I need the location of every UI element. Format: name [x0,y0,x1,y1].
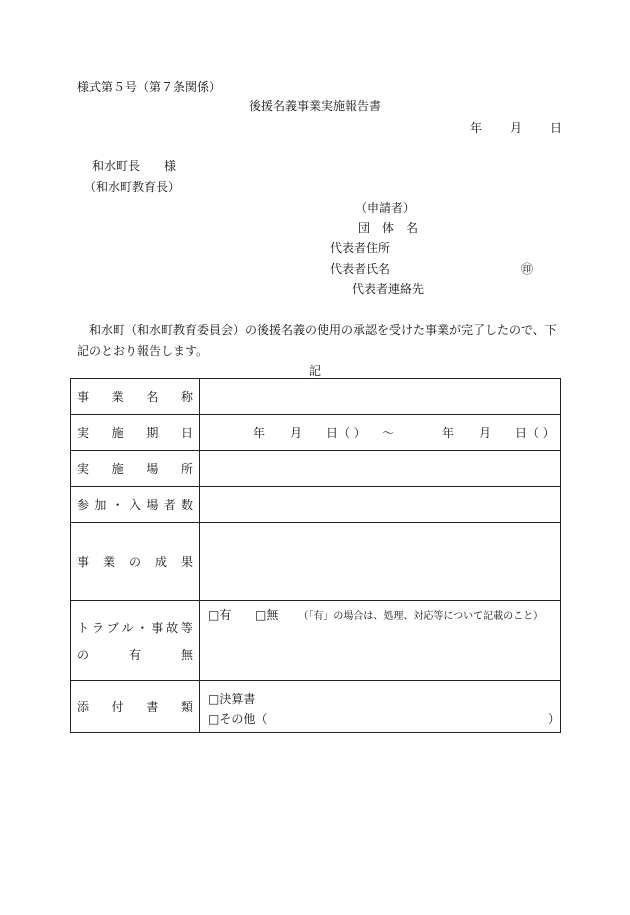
applicant-org-label: 団 体 名 [358,221,419,235]
form-number: 様式第５号（第７条関係） [77,80,222,94]
label-participants: 参 加 ・ 入 場 者 数 [71,487,200,523]
label-period: 実 施 期 日 [71,415,200,451]
period-field[interactable] [199,415,560,451]
seal-mark: ㊞ [521,262,534,276]
addressee-mayor: 和水町長 様 [92,159,177,173]
date-month: 月 [510,121,523,135]
table-row [71,487,561,523]
trouble-note: （「有」の場合は、処理、対応等について記載のこと） [298,611,544,622]
label-attachments: 添 付 書 類 [71,681,200,733]
ki-heading: 記 [308,364,321,378]
label-project-name: 事 業 名 称 [71,379,200,415]
results-field[interactable] [199,523,560,601]
label-trouble: ト ラ ブ ル ・ 事 故 等 の 有 無 [71,601,200,681]
period-day-1: 日（ ） [325,426,366,440]
label-place: 実 施 場 所 [71,451,200,487]
table-row [71,415,561,451]
attach-other-close: ） [547,711,560,726]
date-line [470,119,562,136]
applicant-address-label: 代表者住所 [330,241,391,255]
addressee-superintendent: （和水町教育長） [84,180,181,194]
trouble-yes-checkbox[interactable]: □有 [207,608,232,622]
period-tilde: ～ [381,426,394,440]
attachments-field [199,681,560,733]
attach-settlement-checkbox[interactable]: □決算書 [207,691,256,706]
period-year-2: 年 [441,426,454,440]
table-row [71,523,561,601]
trouble-no-checkbox[interactable]: □無 [254,608,279,622]
attach-other-checkbox[interactable]: □その他（ [207,711,268,726]
period-day-2: 日（ ） [514,426,555,440]
body-text: 和水町（和水町教育委員会）の後援名義の使用の承認を受けた事業が完了したので、下記のとおり報告します。 [77,323,557,358]
period-month-2: 月 [478,426,491,440]
period-month-1: 月 [289,426,302,440]
trouble-field [199,601,560,681]
table-row [71,451,561,487]
applicant-contact-label: 代表者連絡先 [352,282,425,296]
project-name-field[interactable] [199,379,560,415]
period-year-1: 年 [252,426,265,440]
applicant-name-label: 代表者氏名 [330,262,391,276]
participants-field[interactable] [199,487,560,523]
table-row [71,379,561,415]
table-row [71,601,561,681]
date-day: 日 [550,121,563,135]
date-year: 年 [470,121,483,135]
place-field[interactable] [199,451,560,487]
table-row [71,681,561,733]
label-results: 事 業 の 成 果 [71,523,200,601]
applicant-heading: （申請者） [355,201,416,215]
document-title: 後援名義事業実施報告書 [248,99,381,113]
report-table [70,378,561,733]
